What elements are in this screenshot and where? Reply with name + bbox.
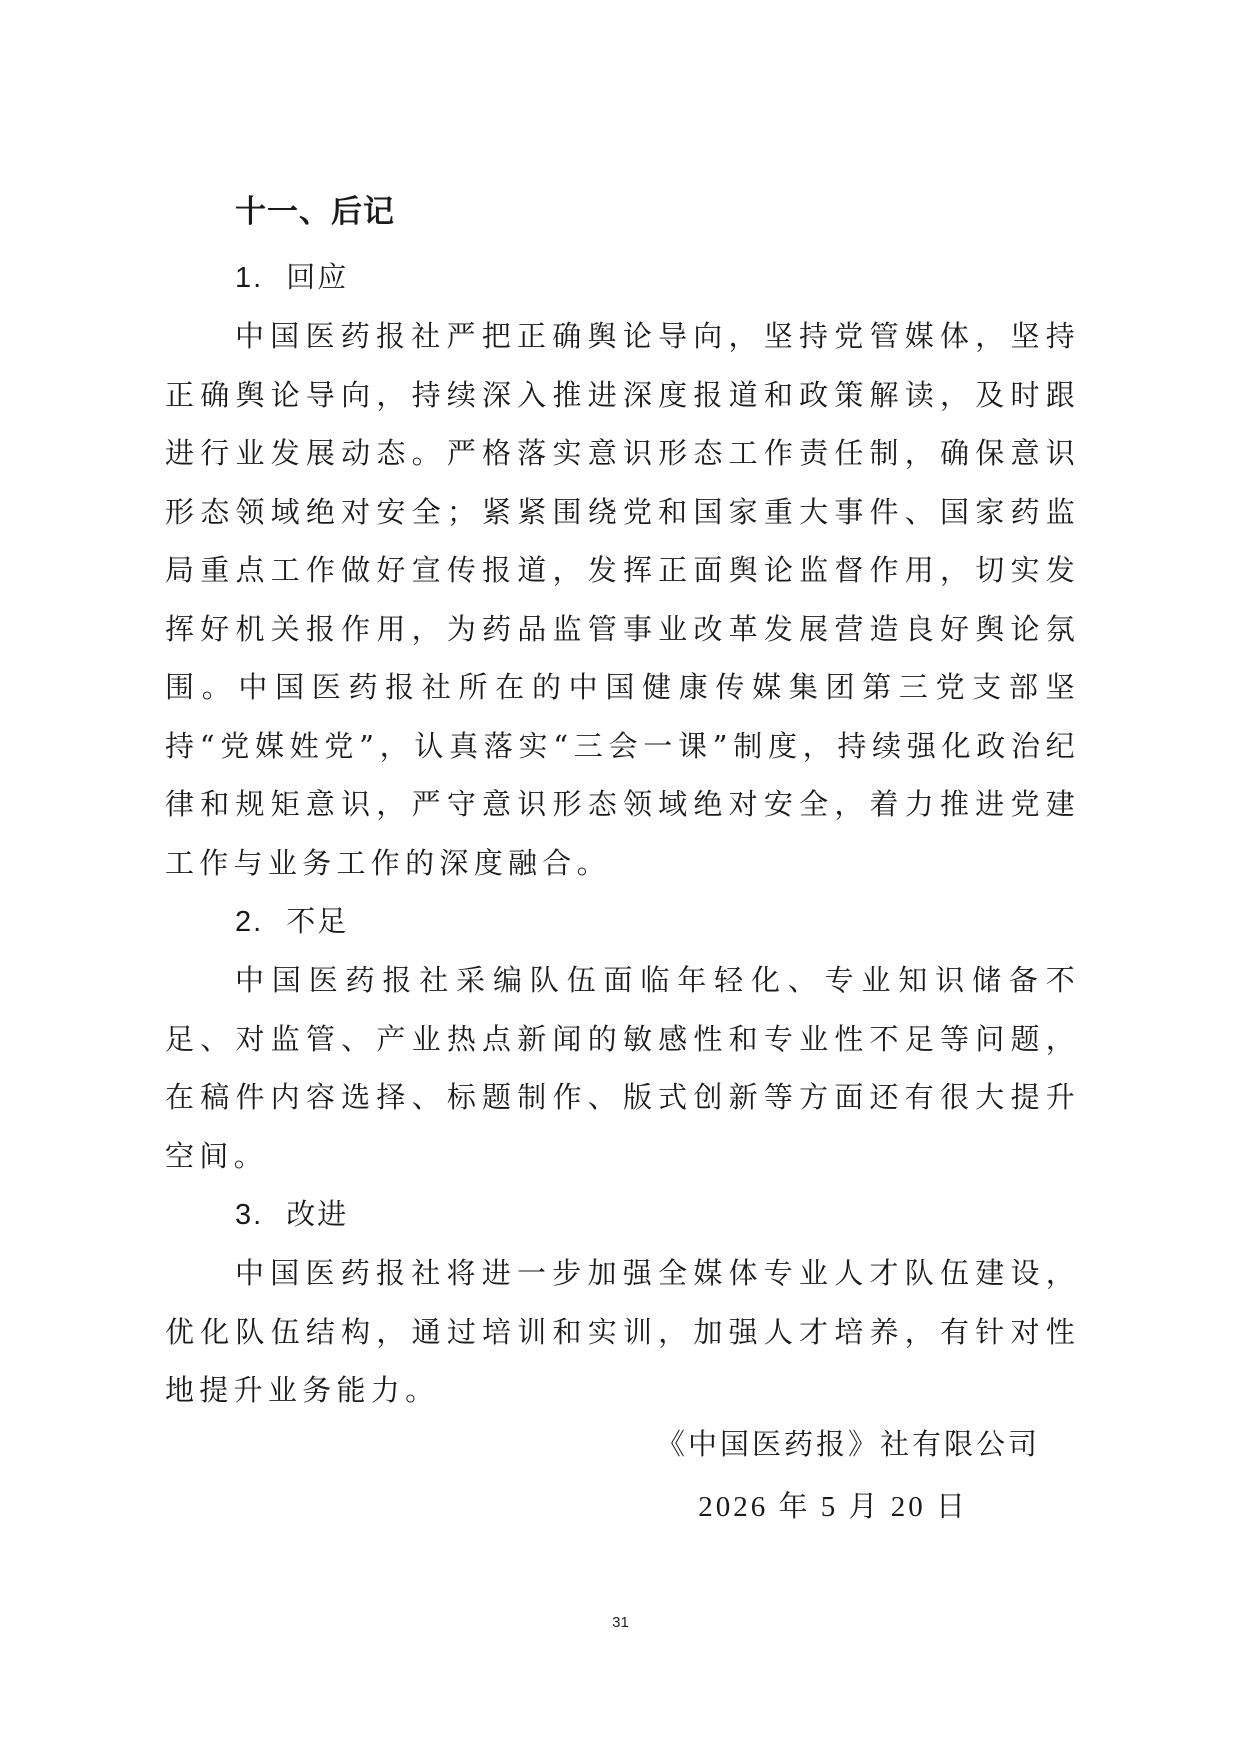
signature-organization: 《中国医药报》社有限公司: [655, 1427, 1040, 1461]
signature-date: 2026 年 5 月 20 日: [698, 1491, 968, 1523]
item-improvement: [165, 1185, 1080, 1420]
item-shortcomings: [165, 892, 1080, 1185]
sub-heading-text: 不足: [286, 904, 349, 938]
paragraph: 中国医药报社采编队伍面临年轻化、专业知识储备不足、对监管、产业热点新闻的敏感性和专业性不足等问题，在稿件内容选择、标题制作、版式创新等方面还有很大提升空间。: [165, 963, 1080, 1173]
sub-heading: [165, 892, 1080, 951]
document-body: [165, 190, 1080, 1420]
sub-heading: [165, 1185, 1080, 1244]
paragraph: 中国医药报社将进一步加强全媒体专业人才队伍建设，优化队伍结构，通过培训和实训，加强人才培养，有针对性地提升业务能力。: [165, 1256, 1080, 1407]
item-response: [165, 248, 1080, 892]
sub-heading-text: 改进: [286, 1197, 349, 1231]
sub-heading: [165, 248, 1080, 307]
sub-heading-number: 2.: [235, 906, 264, 938]
section-title: 十一、后记: [235, 194, 395, 230]
sub-heading-text: 回应: [286, 260, 349, 294]
sub-heading-number: 3.: [235, 1199, 264, 1231]
page-number: 31: [612, 1614, 629, 1631]
sub-heading-number: 1.: [235, 262, 264, 294]
paragraph: 中国医药报社严把正确舆论导向，坚持党管媒体，坚持正确舆论导向，持续深入推进深度报道和政策解读，及时跟进行业发展动态。严格落实意识形态工作责任制，确保意识形态领域绝对安全；紧紧围绕党和国家重大事件、国家药监局重点工作做好宣传报道，发挥正面舆论监督作用，切实发挥好机关报作用，为药品监管事业改革发展营造良好舆论氛围。中国医药报社所在的中国健康传媒集团第三党支部坚持“党媒姓党”，认真落实“三会一课”制度，持续强化政治纪律和规矩意识，严守意识形态领域绝对安全，着力推进党建工作与业务工作的深度融合。: [165, 319, 1080, 880]
